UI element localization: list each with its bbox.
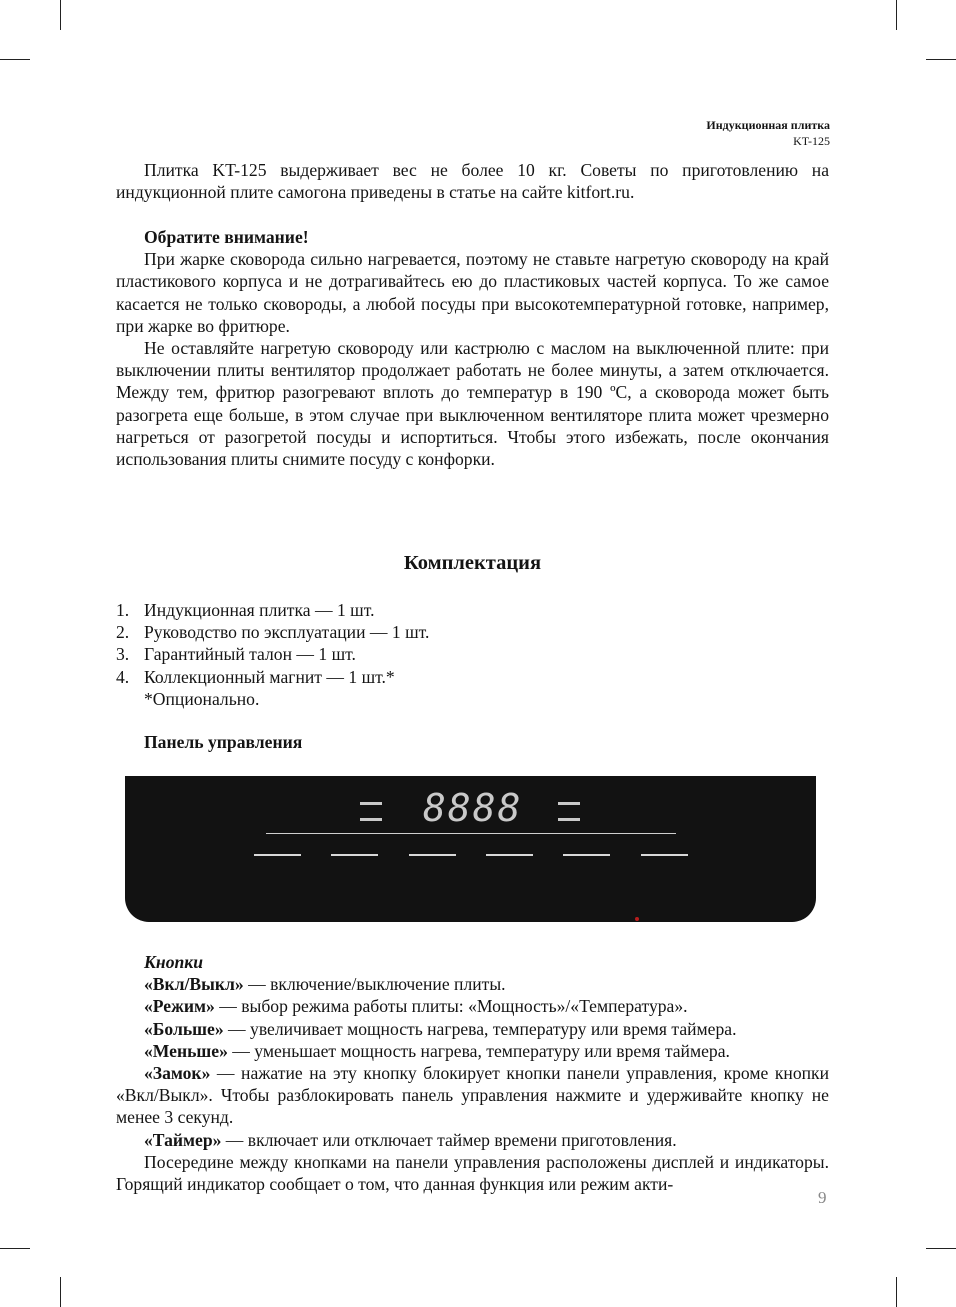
- list-number: 3.: [116, 644, 130, 665]
- indicator-left-bottom: [360, 818, 382, 821]
- list-item: [116, 643, 829, 665]
- button-name: «Замок»: [144, 1063, 211, 1084]
- button-name: «Режим»: [144, 996, 215, 1017]
- button-name: «Таймер»: [144, 1129, 222, 1150]
- button-desc: — уменьшает мощность нагрева, температуру или время таймера.: [227, 1040, 730, 1061]
- indicator-right-bottom: [558, 818, 580, 821]
- buttons-block: [116, 951, 829, 1195]
- closing-paragraph: Посередине между кнопками на панели управления расположены дисплей и индикаторы. Горящий индикатор сообщает о том, что данная функция или режим акти-: [116, 1151, 829, 1195]
- list-number: 1.: [116, 600, 130, 620]
- button-description: [116, 1129, 829, 1151]
- list-text: Руководство по эксплуатации — 1 шт.: [144, 622, 430, 643]
- kit-note: *Опционально.: [144, 688, 260, 709]
- attention-block: [116, 226, 829, 470]
- led-display: 8888: [423, 786, 523, 830]
- control-panel-illustration: [125, 776, 816, 922]
- button-description: [116, 995, 829, 1017]
- kit-title: Комплектация: [403, 552, 542, 574]
- button-description: [116, 1018, 829, 1040]
- button-description: [116, 973, 829, 995]
- panel-button-mark: [563, 854, 610, 856]
- button-name: «Вкл/Выкл»: [144, 974, 244, 995]
- panel-heading-block: [116, 731, 829, 753]
- button-desc: — нажатие на эту кнопку блокирует кнопки панели управления, кроме кнопки «Вкл/Выкл». Чтобы разблокировать панель управления нажмите и удерживайте кнопку не менее 3 секунд.: [116, 1063, 829, 1128]
- red-indicator-dot: [635, 917, 639, 921]
- list-text: Гарантийный талон — 1 шт.: [144, 644, 356, 665]
- attention-paragraph-1: При жарке сковорода сильно нагревается, поэтому не ставьте нагретую сковороду на край пластикового корпуса и не дотрагивайтесь ею до пластиковых частей корпуса. То же самое касается не только сковороды, а любой посуды при высокотемпературной готовке, например, при жарке во фритюре.: [116, 249, 829, 336]
- header-model: KT-125: [793, 134, 830, 148]
- list-text: Индукционная плитка — 1 шт.: [144, 600, 375, 620]
- crop-mark: [0, 59, 30, 60]
- button-name: «Меньше»: [144, 1040, 228, 1061]
- button-desc: — включает или отключает таймер времени приготовления.: [221, 1129, 677, 1150]
- button-desc: — увеличивает мощность нагрева, температуру или время таймера.: [223, 1018, 737, 1039]
- crop-mark: [926, 1248, 956, 1249]
- intro-paragraph: Плитка KT-125 выдерживает вес не более 10 кг. Советы по приготовлению на индукционной плите самогона приведены в статье на сайте kitfort.ru.: [116, 160, 829, 203]
- panel-title: Панель управления: [144, 732, 303, 752]
- panel-button-mark: [486, 854, 533, 856]
- crop-mark: [896, 0, 897, 30]
- panel-button-mark: [254, 854, 301, 856]
- buttons-title: Кнопки: [144, 952, 203, 972]
- button-desc: — выбор режима работы плиты: «Мощность»/«Температура».: [214, 996, 688, 1017]
- list-text: Коллекционный магнит — 1 шт.*: [144, 666, 395, 687]
- list-number: 4.: [116, 666, 130, 687]
- button-description: [116, 1062, 829, 1129]
- crop-mark: [926, 59, 956, 60]
- panel-button-mark: [331, 854, 378, 856]
- list-item: [116, 599, 829, 621]
- panel-button-mark: [641, 854, 688, 856]
- list-item: [116, 666, 829, 688]
- page-number: 9: [818, 1188, 827, 1207]
- header-title: Индукционная плитка: [706, 118, 830, 132]
- button-description: [116, 1040, 829, 1062]
- list-number: 2.: [116, 622, 130, 643]
- attention-title: Обратите внимание!: [144, 227, 309, 247]
- indicator-right-top: [558, 802, 580, 805]
- indicator-left-top: [360, 802, 382, 805]
- attention-paragraph-2: Не оставляйте нагретую сковороду или кастрюлю с маслом на выключенной плите: при выключении плиты вентилятор продолжает работать не более минуты, а затем отключается. Между тем, фритюр разогревают вплоть до температур в 190 ºС, а сковорода может быть разогрета еще больше, в этом случае при выключенном вентиляторе плита может чрезмерно нагреться от разогретой посуды и испортиться. Чтобы этого избежать, после окончания использования плиты снимите посуду с конфорки.: [116, 338, 829, 470]
- crop-mark: [0, 1248, 30, 1249]
- button-name: «Больше»: [144, 1018, 224, 1039]
- panel-button-mark: [409, 854, 456, 856]
- crop-mark: [896, 1277, 897, 1307]
- panel-divider: [266, 833, 676, 834]
- button-desc: — включение/выключение плиты.: [243, 974, 506, 995]
- intro-block: [116, 159, 829, 203]
- kit-list: [116, 599, 829, 710]
- crop-mark: [60, 0, 61, 30]
- crop-mark: [60, 1277, 61, 1307]
- list-item: [116, 621, 829, 643]
- running-header: [706, 117, 830, 149]
